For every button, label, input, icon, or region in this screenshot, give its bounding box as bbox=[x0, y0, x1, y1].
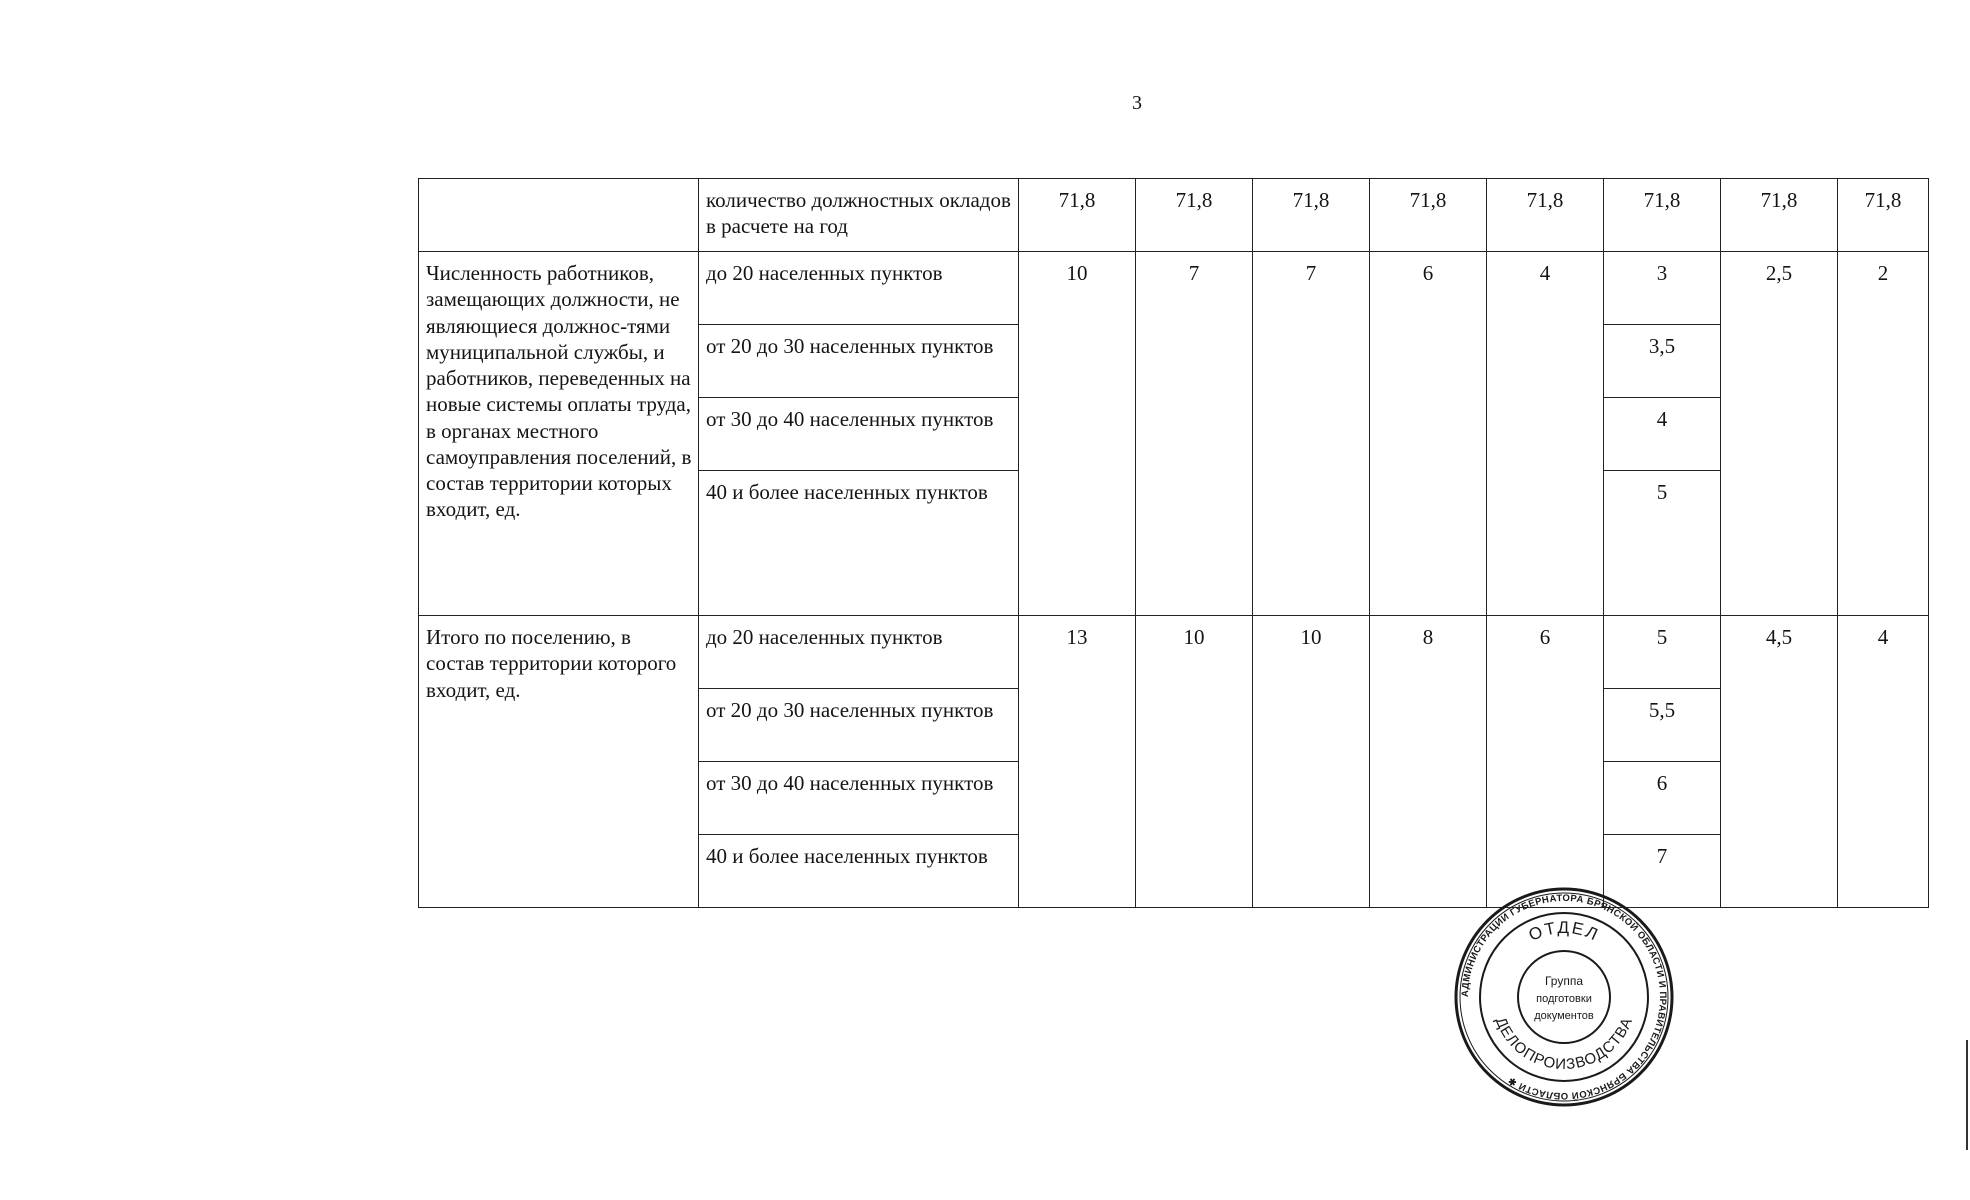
value-cell: 7 bbox=[1253, 252, 1370, 616]
value-cell: 8 bbox=[1370, 616, 1487, 908]
value-cell: 71,8 bbox=[1721, 179, 1838, 252]
stamp-center-line: Группа bbox=[1544, 974, 1584, 988]
value-cell: 10 bbox=[1253, 616, 1370, 908]
group-label: Численность работников, замещающих должности, не являющиеся должнос-тями муниципальной службы, и работников, переведенных на новые системы оплаты труда, в органах местного самоуправления поселений, в состав территории которых входит, ед. bbox=[419, 252, 699, 616]
indicator-cell: от 30 до 40 населенных пунктов bbox=[699, 398, 1019, 471]
value-cell: 10 bbox=[1019, 252, 1136, 616]
indicator-cell: 40 и более населенных пунктов bbox=[699, 471, 1019, 616]
value-cell: 4 bbox=[1604, 398, 1721, 471]
value-cell: 2 bbox=[1838, 252, 1929, 616]
value-cell: 6 bbox=[1604, 762, 1721, 835]
group-label: Итого по поселению, в состав территории которого входит, ед. bbox=[419, 616, 699, 908]
stamp-ring-top: ОТДЕЛ bbox=[1525, 917, 1603, 945]
value-cell: 3 bbox=[1604, 252, 1721, 325]
row-label bbox=[419, 179, 699, 252]
office-stamp bbox=[1452, 885, 1676, 1109]
value-cell: 5 bbox=[1604, 616, 1721, 689]
value-cell: 71,8 bbox=[1253, 179, 1370, 252]
value-cell: 71,8 bbox=[1838, 179, 1929, 252]
value-cell: 71,8 bbox=[1487, 179, 1604, 252]
indicator-cell: от 20 до 30 населенных пунктов bbox=[699, 689, 1019, 762]
stamp-ring-bottom: ДЕЛОПРОИЗВОДСТВА bbox=[1491, 1014, 1637, 1074]
value-cell: 4 bbox=[1487, 252, 1604, 616]
value-cell: 71,8 bbox=[1136, 179, 1253, 252]
indicator-cell: количество должностных окладов в расчете на год bbox=[699, 179, 1019, 252]
value-cell: 13 bbox=[1019, 616, 1136, 908]
value-cell: 4 bbox=[1838, 616, 1929, 908]
indicator-cell: до 20 населенных пунктов bbox=[699, 616, 1019, 689]
indicator-cell: от 20 до 30 населенных пунктов bbox=[699, 325, 1019, 398]
value-cell: 3,5 bbox=[1604, 325, 1721, 398]
table-row bbox=[419, 616, 1929, 689]
table-row bbox=[419, 179, 1929, 252]
indicator-cell: до 20 населенных пунктов bbox=[699, 252, 1019, 325]
value-cell: 71,8 bbox=[1604, 179, 1721, 252]
indicator-cell: 40 и более населенных пунктов bbox=[699, 835, 1019, 908]
value-cell: 2,5 bbox=[1721, 252, 1838, 616]
value-cell: 6 bbox=[1487, 616, 1604, 908]
stamp-outer-text: АДМИНИСТРАЦИИ ГУБЕРНАТОРА БРЯНСКОЙ ОБЛАСТИ И ПРАВИТЕЛЬСТВА БРЯНСКОЙ ОБЛАСТИ ✱ bbox=[1459, 892, 1669, 1102]
value-cell: 7 bbox=[1604, 835, 1721, 908]
data-table bbox=[418, 178, 1929, 908]
svg-text:ОТДЕЛ bbox=[1526, 918, 1602, 945]
value-cell: 6 bbox=[1370, 252, 1487, 616]
value-cell: 5 bbox=[1604, 471, 1721, 616]
page-number: 3 bbox=[1132, 92, 1142, 114]
value-cell: 5,5 bbox=[1604, 689, 1721, 762]
value-cell: 71,8 bbox=[1370, 179, 1487, 252]
table-row bbox=[419, 252, 1929, 325]
value-cell: 71,8 bbox=[1019, 179, 1136, 252]
stamp-center-line: подготовки bbox=[1536, 993, 1592, 1005]
value-cell: 4,5 bbox=[1721, 616, 1838, 908]
stamp-center-line: документов bbox=[1534, 1010, 1594, 1022]
value-cell: 7 bbox=[1136, 252, 1253, 616]
indicator-cell: от 30 до 40 населенных пунктов bbox=[699, 762, 1019, 835]
scan-edge-mark bbox=[1966, 1040, 1968, 1150]
value-cell: 10 bbox=[1136, 616, 1253, 908]
